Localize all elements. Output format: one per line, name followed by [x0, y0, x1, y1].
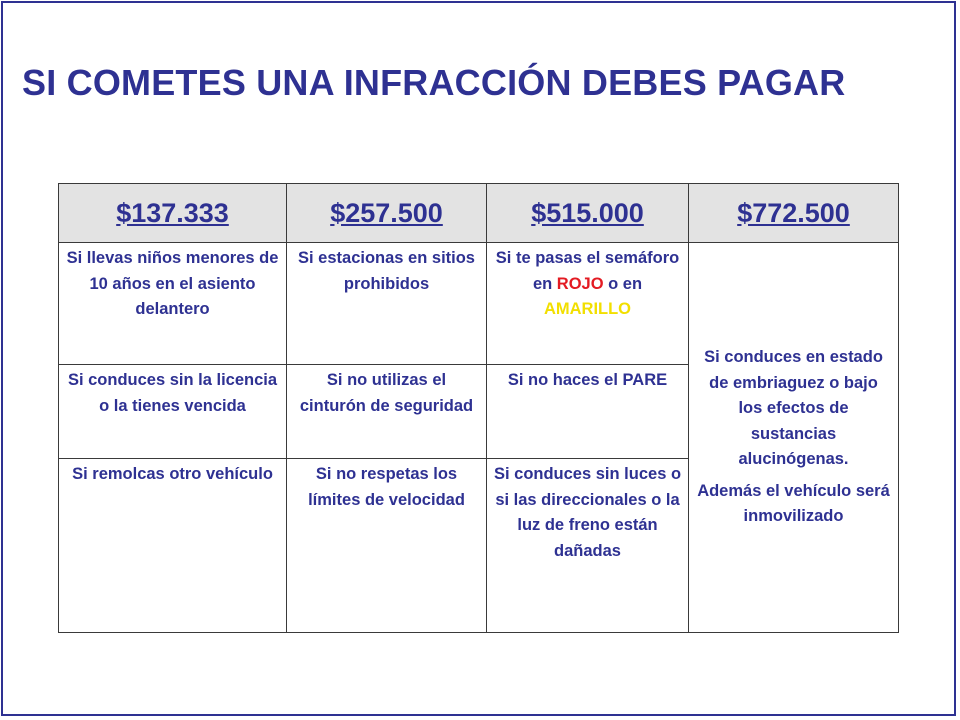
- dui-text: Si conduces en estado de embriaguez o bajo los efectos de sustancias alucinógenas.: [704, 348, 883, 469]
- table-cell: Si conduces sin la licencia o la tienes vencida: [59, 365, 287, 459]
- immobilized-text: Además el vehículo será inmovilizado: [697, 481, 890, 526]
- table-cell: Si no utilizas el cinturón de seguridad: [287, 365, 487, 459]
- table-cell: Si estacionas en sitios prohibidos: [287, 243, 487, 365]
- header-row: [59, 184, 899, 243]
- header-fine-2: $257.500: [287, 184, 487, 243]
- table-row: [59, 243, 899, 365]
- table-cell: Si no haces el PARE: [487, 365, 689, 459]
- merged-cell-dui: [689, 243, 899, 633]
- table-cell: Si conduces sin luces o si las direccionales o la luz de freno están dañadas: [487, 459, 689, 633]
- page-title: SI COMETES UNA INFRACCIÓN DEBES PAGAR: [22, 62, 846, 103]
- header-fine-4: $772.500: [689, 184, 899, 243]
- header-fine-1: $137.333: [59, 184, 287, 243]
- table-cell: Si remolcas otro vehículo: [59, 459, 287, 633]
- cell-text: Si te pasas el semáforo en: [495, 249, 680, 293]
- yellow-light-label: AMARILLO: [543, 300, 632, 319]
- table-cell: Si llevas niños menores de 10 años en el asiento delantero: [59, 243, 287, 365]
- header-fine-3: $515.000: [487, 184, 689, 243]
- table-cell: Si no respetas los límites de velocidad: [287, 459, 487, 633]
- red-light-label: ROJO: [556, 274, 604, 293]
- cell-text: o en: [603, 274, 643, 293]
- fines-table: [58, 183, 899, 633]
- table-cell: [487, 243, 689, 365]
